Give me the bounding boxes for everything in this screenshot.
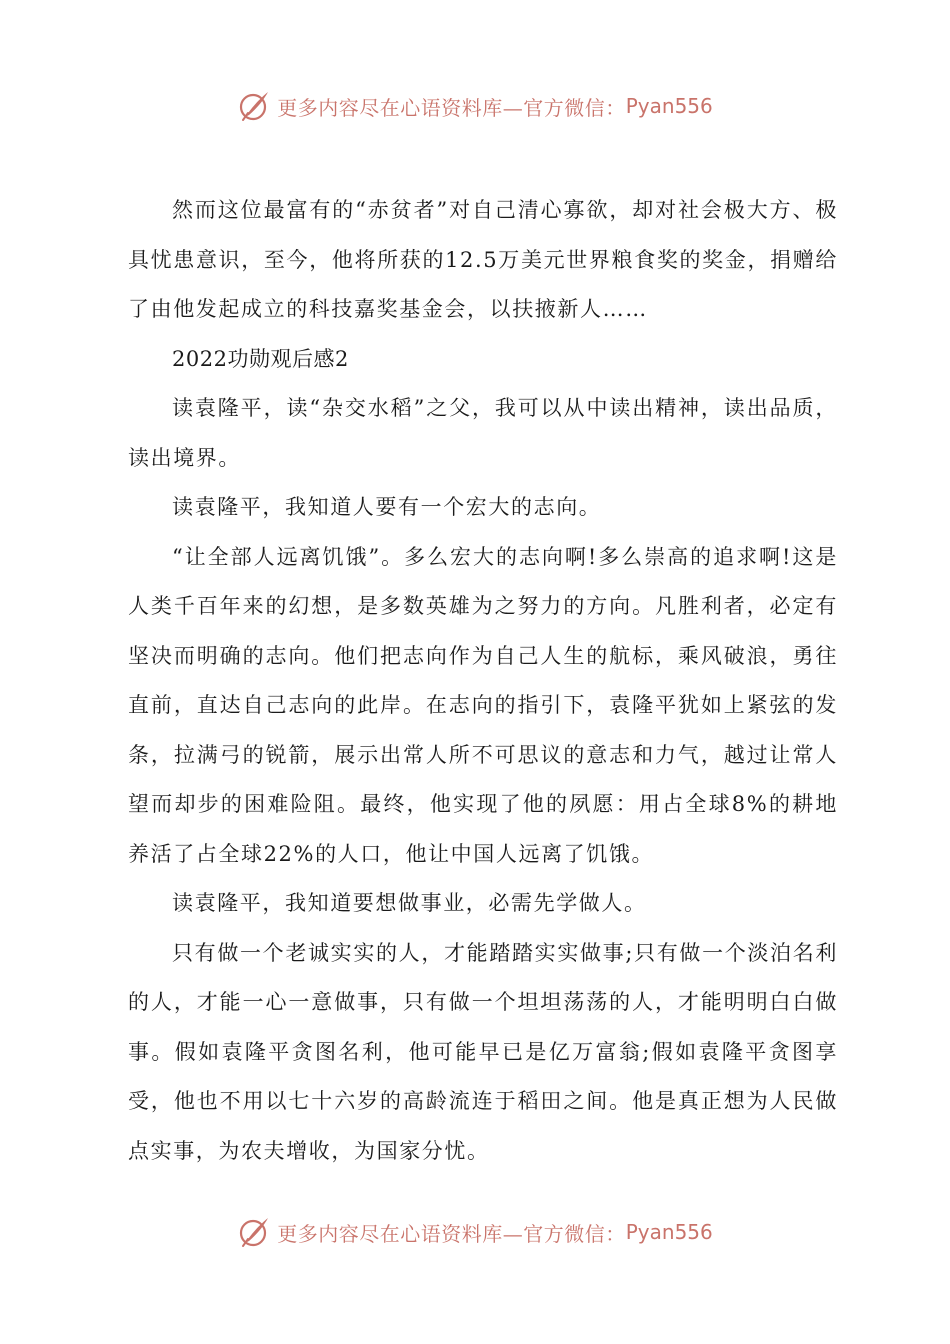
paragraph: 读袁隆平，读“杂交水稻”之父，我可以从中读出精神，读出品质，读出境界。 xyxy=(128,396,838,470)
paragraph: 读袁隆平，我知道要想做事业，必需先学做人。 xyxy=(172,891,647,915)
paragraph: 然而这位最富有的“赤贫者”对自己清心寡欲，却对社会极大方、极具忧患意识，至今，他将所获的12.5万美元世界粮食奖的奖金，捐赠给了由他发起成立的科技嘉奖基金会，以扶掖新人…… xyxy=(128,198,838,321)
header-watermark xyxy=(0,84,950,128)
quill-pen-logo-icon xyxy=(237,1215,271,1249)
section-heading: 2022功勋观后感2 xyxy=(172,346,349,371)
paragraph: “让全部人远离饥饿”。多么宏大的志向啊!多么崇高的追求啊!这是人类千百年来的幻想，是多数英雄为之努力的方向。凡胜利者，必定有坚决而明确的志向。他们把志向作为自己人生的航标，乘风破浪，勇往直前，直达自己志向的此岸。在志向的指引下，袁隆平犹如上紧弦的发条，拉满弓的锐箭，展示出常人所不可思议的意志和力气，越过让常人望而却步的困难险阻。最终，他实现了他的夙愿：用占全球8%的耕地养活了占全球22%的人口，他让中国人远离了饥饿。 xyxy=(128,544,838,866)
watermark-label: 更多内容尽在心语资料库—官方微信： xyxy=(277,95,626,120)
footer-watermark xyxy=(0,1210,950,1254)
document-body xyxy=(128,186,838,1176)
watermark-wechat-id: Pyan556 xyxy=(625,94,713,118)
paragraph: 读袁隆平，我知道人要有一个宏大的志向。 xyxy=(172,495,602,519)
watermark-wechat-id: Pyan556 xyxy=(625,1220,713,1244)
paragraph: 只有做一个老诚实实的人，才能踏踏实实做事;只有做一个淡泊名利的人，才能一心一意做事，只有做一个坦坦荡荡的人，才能明明白白做事。假如袁隆平贪图名利，他可能早已是亿万富翁;假如袁隆平贪图享受，他也不用以七十六岁的高龄流连于稻田之间。他是真正想为人民做点实事，为农夫增收，为国家分忧。 xyxy=(128,940,838,1163)
watermark-label: 更多内容尽在心语资料库—官方微信： xyxy=(277,1221,626,1246)
quill-pen-logo-icon xyxy=(237,89,271,123)
